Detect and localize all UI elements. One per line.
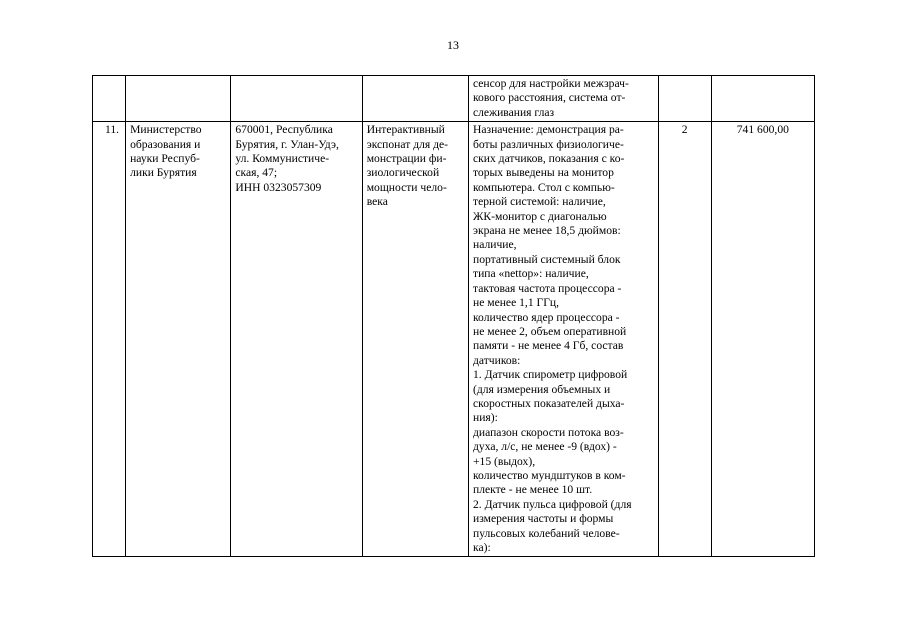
cell-organization: [126, 122, 231, 557]
page-number: 13: [447, 38, 459, 52]
description-line: диапазон скорости потока воз-: [473, 425, 624, 439]
description-line: пульсовых колебаний челове-: [473, 526, 620, 540]
address-line: ул. Коммунистиче-: [235, 152, 330, 166]
table-row-continuation: [93, 76, 815, 122]
organization-line: образования и: [130, 137, 201, 151]
item-name-line: века: [366, 195, 388, 209]
description-line: кового расстояния, система от-: [473, 91, 626, 105]
description-line: портативный системный блок: [473, 252, 621, 266]
cell-organization: [126, 76, 231, 122]
description-line: +15 (выдох),: [473, 454, 536, 468]
description-line: плекте - не менее 10 шт.: [473, 483, 593, 497]
cell-item-name: [362, 122, 468, 557]
row-number: 11.: [105, 123, 120, 137]
cell-address: [231, 122, 362, 557]
description-line: количество мундштуков в ком-: [473, 468, 626, 482]
address-line: ская, 47;: [235, 166, 278, 180]
description-line: типа «nettop»: наличие,: [473, 267, 589, 281]
description-line: памяти - не менее 4 Гб, состав: [473, 339, 624, 353]
organization-line: науки Респуб-: [130, 152, 200, 166]
description-line: не менее 1,1 ГГц,: [473, 296, 560, 310]
description-line: ния):: [473, 411, 498, 425]
cell-number: [93, 122, 126, 557]
item-name-line: экспонат для де-: [366, 137, 449, 151]
description-line: экрана не менее 18,5 дюймов:: [473, 224, 621, 238]
address-line: ИНН 0323057309: [235, 180, 322, 194]
description-line: слеживания глаз: [473, 105, 555, 119]
document-table: [92, 75, 815, 557]
item-name-line: Интерактивный: [366, 123, 445, 137]
cell-item-name: [362, 76, 468, 122]
cell-description: [469, 76, 659, 122]
description-line: датчиков:: [473, 353, 521, 367]
table-row-11: [93, 122, 815, 557]
description-line: ЖК-монитор с диагональю: [473, 209, 607, 223]
item-name-line: зиологической: [366, 166, 440, 180]
description-line: 1. Датчик спирометр цифровой: [473, 368, 628, 382]
address-line: Бурятия, г. Улан-Удэ,: [235, 137, 339, 151]
description-line: не менее 2, объем оперативной: [473, 324, 627, 338]
cell-address: [231, 76, 362, 122]
item-name-line: монстрации фи-: [366, 152, 447, 166]
quantity-value: 2: [681, 123, 688, 137]
description-line: ка):: [473, 541, 491, 554]
description-line: торых выведены на монитор: [473, 166, 614, 180]
cell-number: [93, 76, 126, 122]
cell-quantity: [658, 76, 711, 122]
organization-line: лики Бурятия: [130, 166, 197, 180]
address-line: 670001, Республика: [235, 123, 333, 137]
cell-description: [469, 122, 659, 557]
cell-quantity: [658, 122, 711, 557]
cell-amount: [711, 122, 814, 557]
description-line: 2. Датчик пульса цифровой (для: [473, 497, 632, 511]
cell-amount: [711, 76, 814, 122]
description-line: количество ядер процессора -: [473, 310, 620, 324]
description-line: тактовая частота процессора -: [473, 281, 622, 295]
description-line: терной системой: наличие,: [473, 195, 606, 209]
description-line: боты различных физиологиче-: [473, 137, 624, 151]
description-line: наличие,: [473, 238, 517, 252]
description-line: скоростных показателей дыха-: [473, 396, 625, 410]
description-line: компьютера. Стол с компью-: [473, 180, 615, 194]
description-line: духа, л/с, не менее -9 (вдох) -: [473, 440, 617, 454]
organization-line: Министерство: [130, 123, 202, 137]
description-line: сенсор для настройки межзрач-: [473, 77, 629, 90]
amount-value: 741 600,00: [736, 123, 789, 137]
item-name-line: мощности чело-: [366, 180, 447, 194]
description-line: измерения частоты и формы: [473, 512, 614, 526]
description-line: Назначение: демонстрация ра-: [473, 123, 624, 137]
description-line: ских датчиков, показания с ко-: [473, 152, 625, 166]
description-line: (для измерения объемных и: [473, 382, 611, 396]
